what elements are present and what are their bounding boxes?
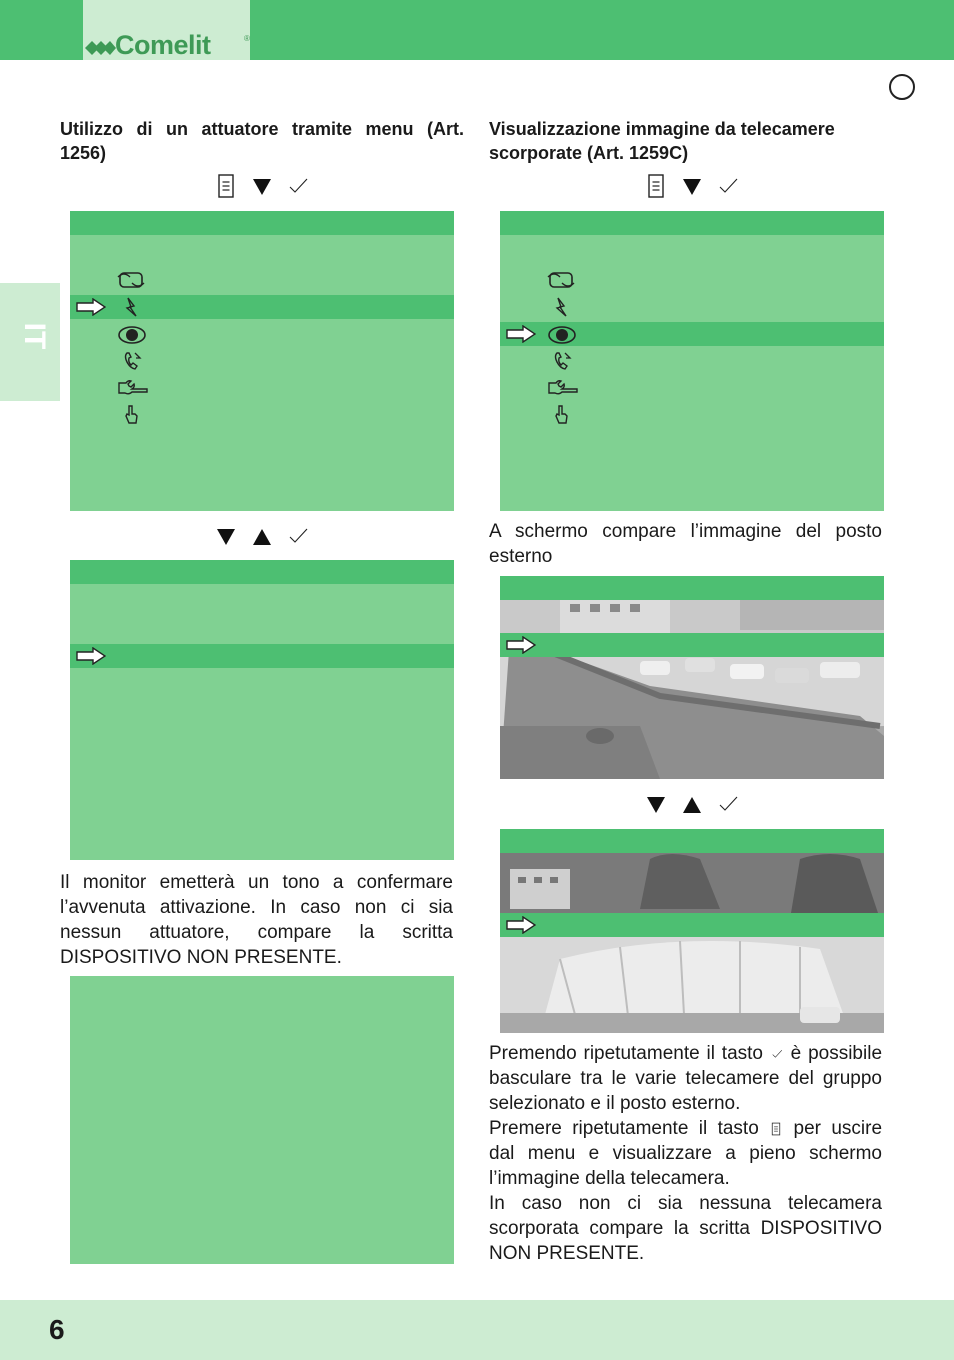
text-exit-menu: per uscire dal menu e visualizzare a pieno schermo l’immagine della telecamera. — [489, 1118, 883, 1189]
right-heading: Visualizzazione immagine da telecamere scorporate (Art. 1259C) — [489, 119, 835, 163]
confirm-key-icon — [716, 791, 740, 817]
camera-selected-row — [500, 633, 884, 657]
left-no-device-screen — [70, 976, 454, 1264]
selection-arrow-icon — [506, 325, 536, 343]
up-key-icon — [250, 523, 274, 549]
menu-key-icon — [769, 1122, 783, 1136]
left-actuator-screen — [70, 560, 454, 860]
logo-text: Comelit — [115, 30, 211, 60]
selection-arrow-icon — [506, 636, 536, 654]
camera-title-bar — [500, 576, 884, 600]
text-press-menu: Premere ripetutamente il tasto — [489, 1118, 759, 1139]
confirm-key-icon — [286, 523, 310, 549]
right-key-sequence-1 — [644, 172, 740, 200]
language-side-tab — [0, 283, 60, 401]
phone-call-icon — [116, 350, 148, 372]
logo — [83, 0, 250, 60]
down-key-icon — [680, 173, 704, 199]
screen-title-bar — [500, 211, 884, 235]
menu-key-icon — [214, 173, 238, 199]
down-key-icon — [644, 791, 668, 817]
down-key-icon — [250, 173, 274, 199]
camera-eye-icon — [116, 324, 148, 346]
confirm-key-icon — [286, 173, 310, 199]
right-paragraph-2 — [489, 1041, 882, 1266]
left-key-sequence-2 — [214, 522, 310, 550]
page-number: 6 — [49, 1314, 65, 1345]
selected-actuator-row — [70, 644, 454, 668]
language-label: IT — [18, 322, 51, 350]
text-toggle-cameras: è possibile basculare tra le varie telecamere del gruppo selezionato e il posto esterno. — [489, 1043, 883, 1114]
screen-title-bar — [70, 211, 454, 235]
camera-title-bar — [500, 829, 884, 853]
up-key-icon — [680, 791, 704, 817]
right-menu-screen — [500, 211, 884, 511]
footer-bar — [0, 1300, 954, 1360]
actuator-icon — [116, 296, 148, 318]
confirm-key-icon — [770, 1047, 784, 1061]
camera-eye-icon — [546, 324, 578, 346]
logo-registered: ® — [244, 34, 250, 43]
intercom-icon — [546, 269, 578, 291]
left-paragraph: Il monitor emetterà un tono a confermare l’avvenuta attivazione. In caso non ci sia nessun attuatore, compare la scritta DISPOSITIVO NON PRESENTE. — [60, 872, 453, 968]
detached-camera-image — [500, 829, 884, 1033]
wrench-icon — [116, 377, 148, 399]
hand-pointer-icon — [116, 404, 148, 426]
selection-arrow-icon — [506, 916, 536, 934]
hand-pointer-icon — [546, 404, 578, 426]
left-menu-screen — [70, 211, 454, 511]
right-key-sequence-2 — [644, 790, 740, 818]
logo-mark-icon — [83, 38, 116, 58]
camera-selected-row — [500, 913, 884, 937]
selection-arrow-icon — [76, 647, 106, 665]
external-camera-image — [500, 576, 884, 779]
left-heading: Utilizzo di un attuatore tramite menu (Art. 1256) — [60, 119, 464, 163]
wrench-icon — [546, 377, 578, 399]
selection-arrow-icon — [76, 298, 106, 316]
confirm-key-icon — [716, 173, 740, 199]
text-no-camera: In caso non ci sia nessuna telecamera scorporata compare la scritta DISPOSITIVO NON PRESENTE. — [489, 1193, 882, 1264]
left-key-sequence-1 — [214, 172, 310, 200]
phone-call-icon — [546, 350, 578, 372]
screen-title-bar — [70, 560, 454, 584]
language-circle-icon — [889, 74, 915, 100]
text-press-repeatedly: Premendo ripetutamente il tasto — [489, 1043, 763, 1064]
intercom-icon — [116, 269, 148, 291]
down-key-icon — [214, 523, 238, 549]
right-paragraph-1: A schermo compare l’immagine del posto esterno — [489, 521, 882, 567]
actuator-icon — [546, 296, 578, 318]
menu-key-icon — [644, 173, 668, 199]
